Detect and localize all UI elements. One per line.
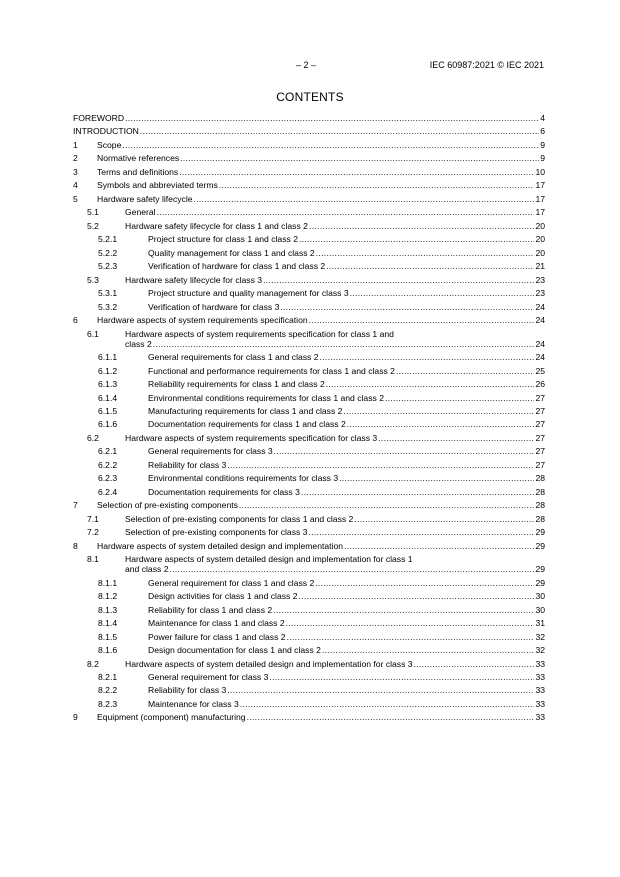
dot-leader [274, 446, 535, 456]
toc-entry[interactable] [73, 659, 545, 669]
toc-entry-title: General requirements for class 1 and class 2 [148, 352, 319, 363]
toc-entry-number: 8.2.2 [98, 685, 118, 696]
toc-entry-title: Functional and performance requirements for class 1 and class 2 [148, 365, 395, 376]
toc-entry[interactable] [73, 180, 545, 190]
toc-entry-title: Project structure and quality management for class 3 [148, 288, 349, 299]
toc-entry[interactable] [73, 433, 545, 443]
toc-entry-title: Design documentation for class 1 and class 2 [148, 645, 321, 656]
toc-entry-number: 1 [73, 139, 78, 150]
table-of-contents [73, 113, 545, 722]
toc-entry[interactable] [73, 632, 545, 642]
toc-entry-number: 6.1.3 [98, 379, 118, 390]
toc-entry-number: 8.2.1 [98, 672, 118, 682]
toc-entry-number: 3 [73, 166, 78, 177]
toc-entry-page: 30 [535, 591, 545, 602]
dot-leader [273, 605, 534, 615]
toc-entry-title: Documentation requirements for class 1 and class 2 [148, 419, 346, 430]
toc-entry-number: 6.1.2 [98, 365, 118, 376]
toc-entry-page: 20 [535, 220, 545, 231]
toc-entry-number: 8.1.2 [98, 591, 118, 602]
toc-entry-page: 23 [535, 274, 545, 285]
toc-entry-number: 5.2.1 [98, 234, 118, 245]
dot-leader [320, 352, 535, 362]
toc-entry-page: 17 [535, 193, 545, 204]
dot-leader [169, 564, 534, 574]
toc-entry[interactable] [73, 699, 545, 709]
dot-leader [180, 153, 539, 163]
dot-leader [316, 248, 535, 258]
toc-entry-page: 17 [535, 207, 545, 218]
toc-entry[interactable] [73, 315, 545, 325]
toc-entry-number: 7.2 [87, 527, 99, 538]
toc-entry-number: 4 [73, 180, 78, 191]
toc-entry-title: Selection of pre-existing components for class 3 [125, 527, 308, 538]
dot-leader [286, 618, 535, 628]
toc-entry-number: 6.2 [87, 432, 99, 443]
toc-entry[interactable] [73, 366, 545, 376]
toc-entry-page: 31 [535, 618, 545, 629]
toc-entry-page: 33 [535, 685, 545, 696]
toc-entry-title: Hardware aspects of system requirements specification for class 1 and [125, 328, 394, 339]
toc-entry[interactable] [73, 126, 545, 136]
toc-entry-number: 6.1.5 [98, 405, 118, 416]
toc-entry-title: Reliability for class 3 [148, 685, 227, 696]
dot-leader [239, 500, 535, 510]
toc-entry[interactable] [73, 473, 545, 483]
toc-entry-page: 28 [535, 500, 545, 511]
toc-entry-page: 9 [540, 153, 545, 164]
toc-entry-title: Manufacturing requirements for class 1 and class 2 [148, 405, 343, 416]
toc-entry-title: General requirement for class 1 and class 2 [148, 577, 315, 588]
toc-entry[interactable] [73, 712, 545, 722]
toc-entry-page: 23 [535, 288, 545, 299]
toc-entry-number: 8.1.6 [98, 645, 118, 656]
toc-entry-title: Environmental conditions requirements for class 1 and class 2 [148, 392, 384, 403]
toc-entry[interactable] [73, 261, 545, 271]
toc-entry-page: 10 [535, 166, 545, 177]
dot-leader [153, 339, 535, 349]
toc-entry[interactable] [73, 194, 545, 204]
toc-entry[interactable] [73, 221, 545, 231]
dot-leader [414, 659, 535, 669]
toc-entry-page: 29 [535, 577, 545, 588]
dot-leader [287, 632, 535, 642]
dot-leader [227, 685, 534, 695]
toc-entry-title: Quality management for class 1 and class 2 [148, 247, 315, 258]
toc-entry[interactable] [73, 140, 545, 150]
toc-entry-title: Normative references [97, 153, 180, 164]
toc-entry-number: 8.1 [87, 554, 99, 565]
toc-entry-title: Maintenance for class 3 [148, 698, 239, 709]
toc-entry-title: Hardware aspects of system requirements specification [97, 315, 308, 326]
toc-entry-page: 20 [535, 234, 545, 245]
toc-entry-title: Hardware safety lifecycle for class 3 [125, 274, 263, 285]
toc-entry-title: Environmental conditions requirements for class 3 [148, 473, 339, 484]
toc-entry-number: 8.2.3 [98, 698, 118, 709]
toc-entry-title: Maintenance for class 1 and class 2 [148, 618, 285, 629]
toc-entry-number: 5.2.3 [98, 261, 118, 272]
toc-entry-page: 27 [535, 459, 545, 470]
toc-entry-title: General requirements for class 3 [148, 446, 273, 457]
dot-leader [301, 487, 535, 497]
toc-entry-title-continued: class 2 [125, 338, 152, 349]
toc-entry-number: 8.1.5 [98, 631, 118, 642]
toc-entry-page: 27 [535, 392, 545, 403]
toc-entry-title: Scope [97, 139, 122, 150]
dot-leader [280, 302, 534, 312]
toc-entry-page: 17 [535, 180, 545, 191]
toc-entry[interactable] [73, 248, 545, 258]
toc-entry-page: 32 [535, 645, 545, 656]
toc-entry-title: Verification of hardware for class 3 [148, 301, 280, 312]
toc-entry-number: 5.2.2 [98, 247, 118, 258]
toc-entry-page: 28 [535, 473, 545, 484]
toc-entry-page: 27 [535, 419, 545, 430]
dot-leader [326, 379, 535, 389]
dot-leader [179, 167, 534, 177]
toc-entry-title: Verification of hardware for class 1 and class 2 [148, 261, 326, 272]
toc-entry[interactable] [73, 527, 545, 537]
toc-entry[interactable] [73, 685, 545, 695]
toc-entry-page: 20 [535, 247, 545, 258]
dot-leader [385, 393, 534, 403]
toc-entry[interactable] [73, 554, 545, 574]
toc-entry-page: 27 [535, 405, 545, 416]
toc-entry-title: FOREWORD [73, 113, 125, 123]
toc-entry-title: Hardware aspects of system requirements specification for class 3 [125, 432, 378, 443]
toc-entry-number: 6.2.2 [98, 459, 118, 470]
dot-leader [247, 712, 535, 722]
dot-leader [315, 578, 534, 588]
dot-leader [350, 288, 535, 298]
toc-entry[interactable] [73, 207, 545, 217]
toc-entry-title: Hardware safety lifecycle for class 1 and class 2 [125, 220, 308, 231]
toc-entry-page: 29 [535, 564, 545, 575]
dot-leader [396, 366, 534, 376]
toc-entry-page: 27 [535, 432, 545, 443]
toc-entry[interactable] [73, 672, 545, 682]
toc-entry-title: Hardware safety lifecycle [97, 193, 193, 204]
dot-leader [309, 315, 535, 325]
toc-entry-number: 5.1 [87, 207, 99, 218]
toc-entry[interactable] [73, 393, 545, 403]
toc-entry-page: 28 [535, 513, 545, 524]
dot-leader [339, 473, 534, 483]
toc-entry-page: 30 [535, 604, 545, 615]
toc-entry[interactable] [73, 645, 545, 655]
toc-entry-page: 32 [535, 631, 545, 642]
toc-entry-title: Reliability requirements for class 1 and class 2 [148, 379, 325, 390]
toc-entry-number: 5.3.2 [98, 301, 118, 312]
dot-leader [125, 113, 539, 123]
toc-entry[interactable] [73, 541, 545, 551]
toc-entry-page: 27 [535, 446, 545, 457]
toc-entry-page: 28 [535, 486, 545, 497]
toc-entry-number: 8.1.3 [98, 604, 118, 615]
toc-entry[interactable] [73, 153, 545, 163]
page-number: – 2 – [296, 60, 317, 70]
toc-entry[interactable] [73, 352, 545, 362]
toc-entry-title: General requirement for class 3 [148, 672, 269, 682]
toc-entry[interactable] [73, 329, 545, 349]
dot-leader [263, 275, 534, 285]
dot-leader [157, 207, 535, 217]
dot-leader [378, 433, 534, 443]
dot-leader [240, 699, 535, 709]
contents-title: CONTENTS [276, 90, 344, 104]
toc-entry-number: 8.2 [87, 658, 99, 669]
toc-entry-page: 29 [535, 540, 545, 551]
toc-entry-number: 5.2 [87, 220, 99, 231]
toc-entry-page: 24 [535, 301, 545, 312]
toc-entry-number: 6.1.4 [98, 392, 118, 403]
dot-leader [227, 460, 534, 470]
document-id: IEC 60987:2021 © IEC 2021 [429, 60, 544, 70]
toc-entry-number: 6.1.1 [98, 352, 118, 363]
toc-entry[interactable] [73, 419, 545, 429]
dot-leader [308, 527, 534, 537]
toc-entry-title-continued: and class 2 [125, 564, 169, 575]
toc-entry-page: 24 [535, 315, 545, 326]
toc-entry[interactable] [73, 275, 545, 285]
toc-entry-page: 4 [540, 113, 545, 123]
toc-entry-number: 6.2.4 [98, 486, 118, 497]
toc-entry[interactable] [73, 618, 545, 628]
toc-entry-number: 5.3 [87, 274, 99, 285]
dot-leader [219, 180, 535, 190]
page-header [0, 60, 620, 74]
toc-entry-page: 24 [535, 352, 545, 363]
toc-entry[interactable] [73, 500, 545, 510]
toc-entry-number: 8 [73, 540, 78, 551]
dot-leader [269, 672, 534, 682]
dot-leader [343, 406, 534, 416]
dot-leader [326, 261, 534, 271]
dot-leader [347, 419, 535, 429]
toc-entry-number: 2 [73, 153, 78, 164]
dot-leader [354, 514, 534, 524]
toc-entry-title: Hardware aspects of system detailed design and implementation for class 1 [125, 554, 413, 565]
toc-entry[interactable] [73, 487, 545, 497]
toc-entry[interactable] [73, 460, 545, 470]
toc-entry-page: 33 [535, 672, 545, 682]
toc-entry-title: Terms and definitions [97, 166, 179, 177]
dot-leader [122, 140, 539, 150]
toc-entry-number: 5 [73, 193, 78, 204]
toc-entry-page: 6 [540, 126, 545, 137]
toc-entry[interactable] [73, 406, 545, 416]
toc-entry-title: Selection of pre-existing components [97, 500, 238, 511]
toc-entry-title: Documentation requirements for class 3 [148, 486, 300, 497]
dot-leader [309, 221, 535, 231]
toc-entry-number: 8.1.1 [98, 577, 118, 588]
toc-entry-title: Reliability for class 3 [148, 459, 227, 470]
toc-entry-title: General [125, 207, 156, 218]
toc-entry-number: 6.2.3 [98, 473, 118, 484]
toc-entry-title: Symbols and abbreviated terms [97, 180, 218, 191]
dot-leader [299, 591, 535, 601]
toc-entry-number: 6 [73, 315, 78, 326]
toc-entry[interactable] [73, 446, 545, 456]
toc-entry-page: 33 [535, 658, 545, 669]
toc-entry-title: Hardware aspects of system detailed design and implementation for class 3 [125, 658, 413, 669]
toc-entry-title: Equipment (component) manufacturing [97, 712, 246, 723]
toc-entry-number: 6.1 [87, 328, 99, 339]
toc-entry[interactable] [73, 591, 545, 601]
toc-entry[interactable] [73, 379, 545, 389]
toc-entry-page: 9 [540, 139, 545, 150]
toc-entry-number: 6.1.6 [98, 419, 118, 430]
toc-entry-title: Hardware aspects of system detailed design and implementation [97, 540, 344, 551]
toc-entry-number: 8.1.4 [98, 618, 118, 629]
toc-entry-page: 26 [535, 379, 545, 390]
toc-entry-number: 7 [73, 500, 78, 511]
dot-leader [344, 541, 534, 551]
toc-entry-title: Selection of pre-existing components for class 1 and class 2 [125, 513, 354, 524]
toc-entry[interactable] [73, 302, 545, 312]
toc-entry-title: Power failure for class 1 and class 2 [148, 631, 286, 642]
toc-entry[interactable] [73, 113, 545, 123]
toc-entry-title: Design activities for class 1 and class 2 [148, 591, 298, 602]
toc-entry-page: 29 [535, 527, 545, 538]
toc-entry-title: Project structure for class 1 and class 2 [148, 234, 298, 245]
dot-leader [194, 194, 535, 204]
toc-entry[interactable] [73, 605, 545, 615]
toc-entry-title: INTRODUCTION [73, 126, 139, 137]
toc-entry-page: 25 [535, 365, 545, 376]
toc-entry-page: 21 [535, 261, 545, 272]
toc-entry[interactable] [73, 514, 545, 524]
toc-entry[interactable] [73, 167, 545, 177]
toc-entry[interactable] [73, 578, 545, 588]
toc-entry[interactable] [73, 234, 545, 244]
toc-entry-number: 9 [73, 712, 78, 723]
dot-leader [322, 645, 535, 655]
toc-entry-number: 6.2.1 [98, 446, 118, 457]
toc-entry-page: 24 [535, 338, 545, 349]
toc-entry[interactable] [73, 288, 545, 298]
toc-entry-title: Reliability for class 1 and class 2 [148, 604, 273, 615]
toc-entry-number: 7.1 [87, 513, 99, 524]
toc-entry-number: 5.3.1 [98, 288, 118, 299]
toc-entry-page: 33 [535, 698, 545, 709]
dot-leader [140, 126, 539, 136]
dot-leader [299, 234, 534, 244]
toc-entry-page: 33 [535, 712, 545, 723]
